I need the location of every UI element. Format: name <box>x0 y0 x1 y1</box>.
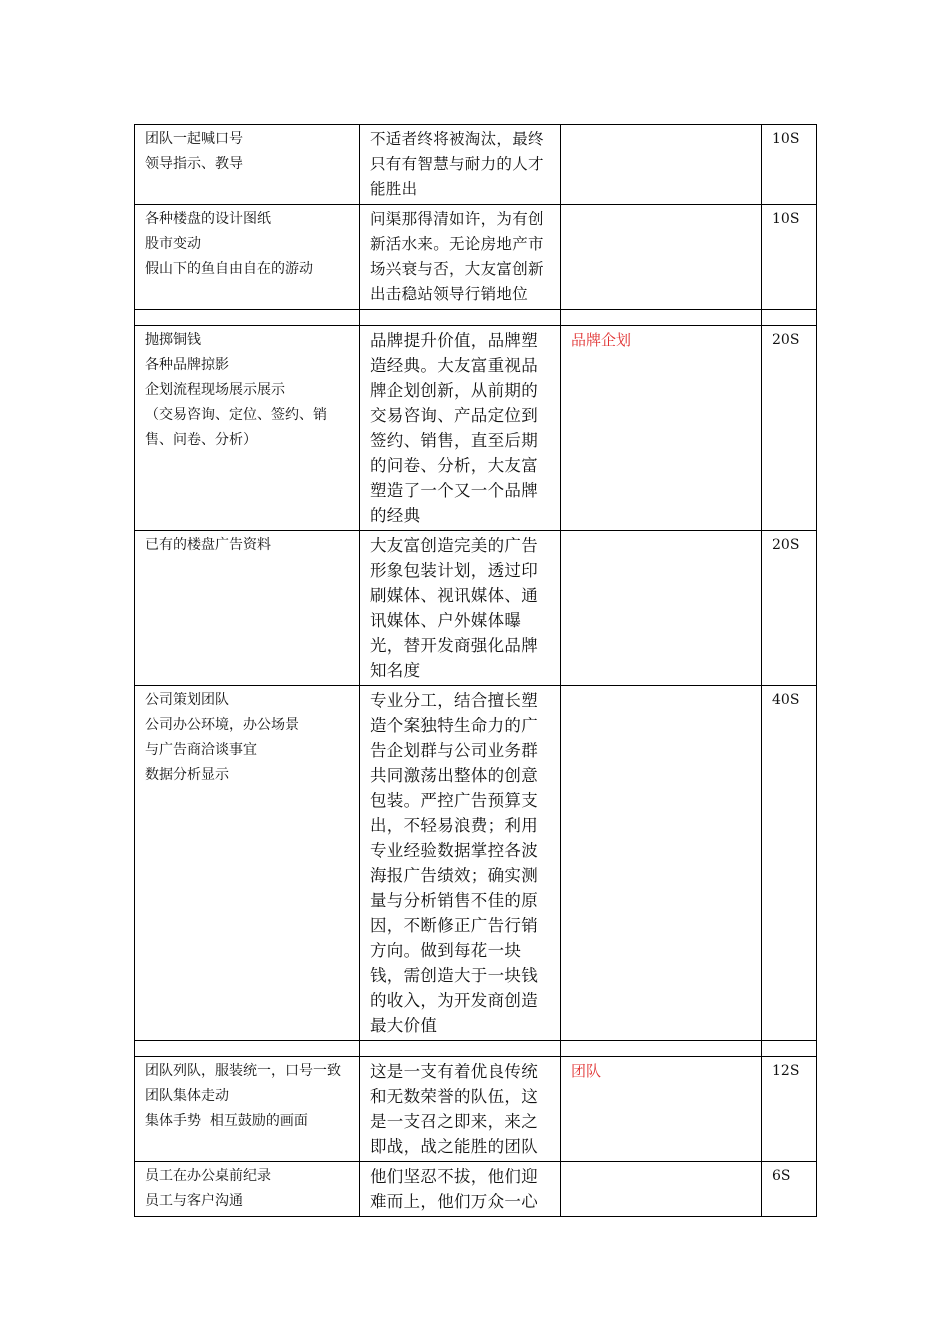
table-row <box>135 205 817 310</box>
table-row <box>135 686 817 1041</box>
category-cell <box>561 326 762 531</box>
narration-text: 这是一支有着优良传统和无数荣誉的队伍，这是一支召之即来，来之即战，战之能胜的团队 <box>370 1062 538 1156</box>
duration-cell <box>762 686 817 1041</box>
category-cell <box>561 1057 762 1162</box>
visual-line: 领导指示、教导 <box>145 156 243 172</box>
category-cell <box>561 531 762 686</box>
duration-cell <box>762 205 817 310</box>
duration-value: 6S <box>772 1168 791 1184</box>
visual-cell <box>135 125 360 205</box>
category-cell <box>561 125 762 205</box>
empty-cell <box>135 1041 360 1057</box>
duration-cell <box>762 125 817 205</box>
visual-line: 团队集体走动 <box>145 1088 229 1104</box>
visual-cell <box>135 326 360 531</box>
narration-text: 问渠那得清如许，为有创新活水来。无论房地产市场兴衰与否，大友富创新出击稳站领导行销地位 <box>370 210 544 303</box>
visual-cell <box>135 1162 360 1217</box>
table-row <box>135 125 817 205</box>
narration-cell <box>360 686 561 1041</box>
visual-cell <box>135 1057 360 1162</box>
visual-line: 假山下的鱼自由自在的游动 <box>145 261 313 277</box>
empty-cell <box>561 1041 762 1057</box>
duration-value: 20S <box>772 537 800 553</box>
table-row <box>135 326 817 531</box>
duration-cell <box>762 531 817 686</box>
spacer-row <box>135 310 817 326</box>
visual-line: 抛掷铜钱 <box>145 332 201 348</box>
visual-line: 数据分析显示 <box>145 767 229 783</box>
duration-value: 20S <box>772 332 800 348</box>
narration-cell <box>360 531 561 686</box>
duration-value: 40S <box>772 692 800 708</box>
empty-cell <box>135 310 360 326</box>
narration-cell <box>360 125 561 205</box>
narration-cell <box>360 205 561 310</box>
duration-cell <box>762 326 817 531</box>
visual-line: 与广告商洽谈事宜 <box>145 742 257 758</box>
category-cell <box>561 686 762 1041</box>
visual-line: 团队列队，服装统一，口号一致 <box>145 1063 341 1079</box>
duration-value: 12S <box>772 1063 800 1079</box>
visual-line: 集体手势 相互鼓励的画面 <box>145 1113 308 1129</box>
visual-line: （交易咨询、定位、签约、销售、问卷、分析） <box>145 407 327 448</box>
duration-cell <box>762 1162 817 1217</box>
empty-cell <box>561 310 762 326</box>
visual-line: 员工与客户沟通 <box>145 1193 243 1209</box>
visual-line: 公司策划团队 <box>145 692 229 708</box>
narration-text: 专业分工，结合擅长塑造个案独特生命力的广告企划群与公司业务群共同激荡出整体的创意包装。严控广告预算支出，不轻易浪费；利用专业经验数据掌控各波海报广告绩效；确实测量与分析销售不佳的原因，不断修正广告行销方向。做到每花一块钱，需创造大于一块钱的收入，为开发商创造最大价值 <box>370 691 538 1035</box>
table-row <box>135 1162 817 1217</box>
duration-value: 10S <box>772 131 800 147</box>
category-label: 品牌企划 <box>571 331 632 349</box>
empty-cell <box>762 310 817 326</box>
visual-line: 团队一起喊口号 <box>145 131 243 147</box>
visual-line: 公司办公环境，办公场景 <box>145 717 299 733</box>
visual-line: 已有的楼盘广告资料 <box>145 537 271 553</box>
empty-cell <box>360 310 561 326</box>
visual-line: 股市变动 <box>145 236 201 252</box>
narration-text: 他们坚忍不拔，他们迎难而上，他们万众一心 <box>370 1167 538 1211</box>
visual-cell <box>135 686 360 1041</box>
duration-cell <box>762 1057 817 1162</box>
visual-cell <box>135 531 360 686</box>
empty-cell <box>762 1041 817 1057</box>
table-row <box>135 1057 817 1162</box>
visual-line: 员工在办公桌前纪录 <box>145 1168 271 1184</box>
narration-text: 品牌提升价值，品牌塑造经典。大友富重视品牌企划创新，从前期的交易咨询、产品定位到签约、销售，直至后期的问卷、分析，大友富塑造了一个又一个品牌的经典 <box>370 331 538 525</box>
narration-text: 大友富创造完美的广告形象包装计划，透过印刷媒体、视讯媒体、通讯媒体、户外媒体曝光，替开发商强化品牌知名度 <box>370 536 538 680</box>
table-row <box>135 531 817 686</box>
narration-text: 不适者终将被淘汰，最终只有有智慧与耐力的人才能胜出 <box>370 130 544 198</box>
script-table <box>134 124 817 1217</box>
visual-line: 企划流程现场展示展示 <box>145 382 285 398</box>
narration-cell <box>360 1057 561 1162</box>
narration-cell <box>360 326 561 531</box>
visual-line: 各种楼盘的设计图纸 <box>145 211 271 227</box>
empty-cell <box>360 1041 561 1057</box>
visual-line: 各种品牌掠影 <box>145 357 229 373</box>
category-cell <box>561 1162 762 1217</box>
duration-value: 10S <box>772 211 800 227</box>
visual-cell <box>135 205 360 310</box>
category-label: 团队 <box>571 1062 602 1080</box>
spacer-row <box>135 1041 817 1057</box>
narration-cell <box>360 1162 561 1217</box>
category-cell <box>561 205 762 310</box>
